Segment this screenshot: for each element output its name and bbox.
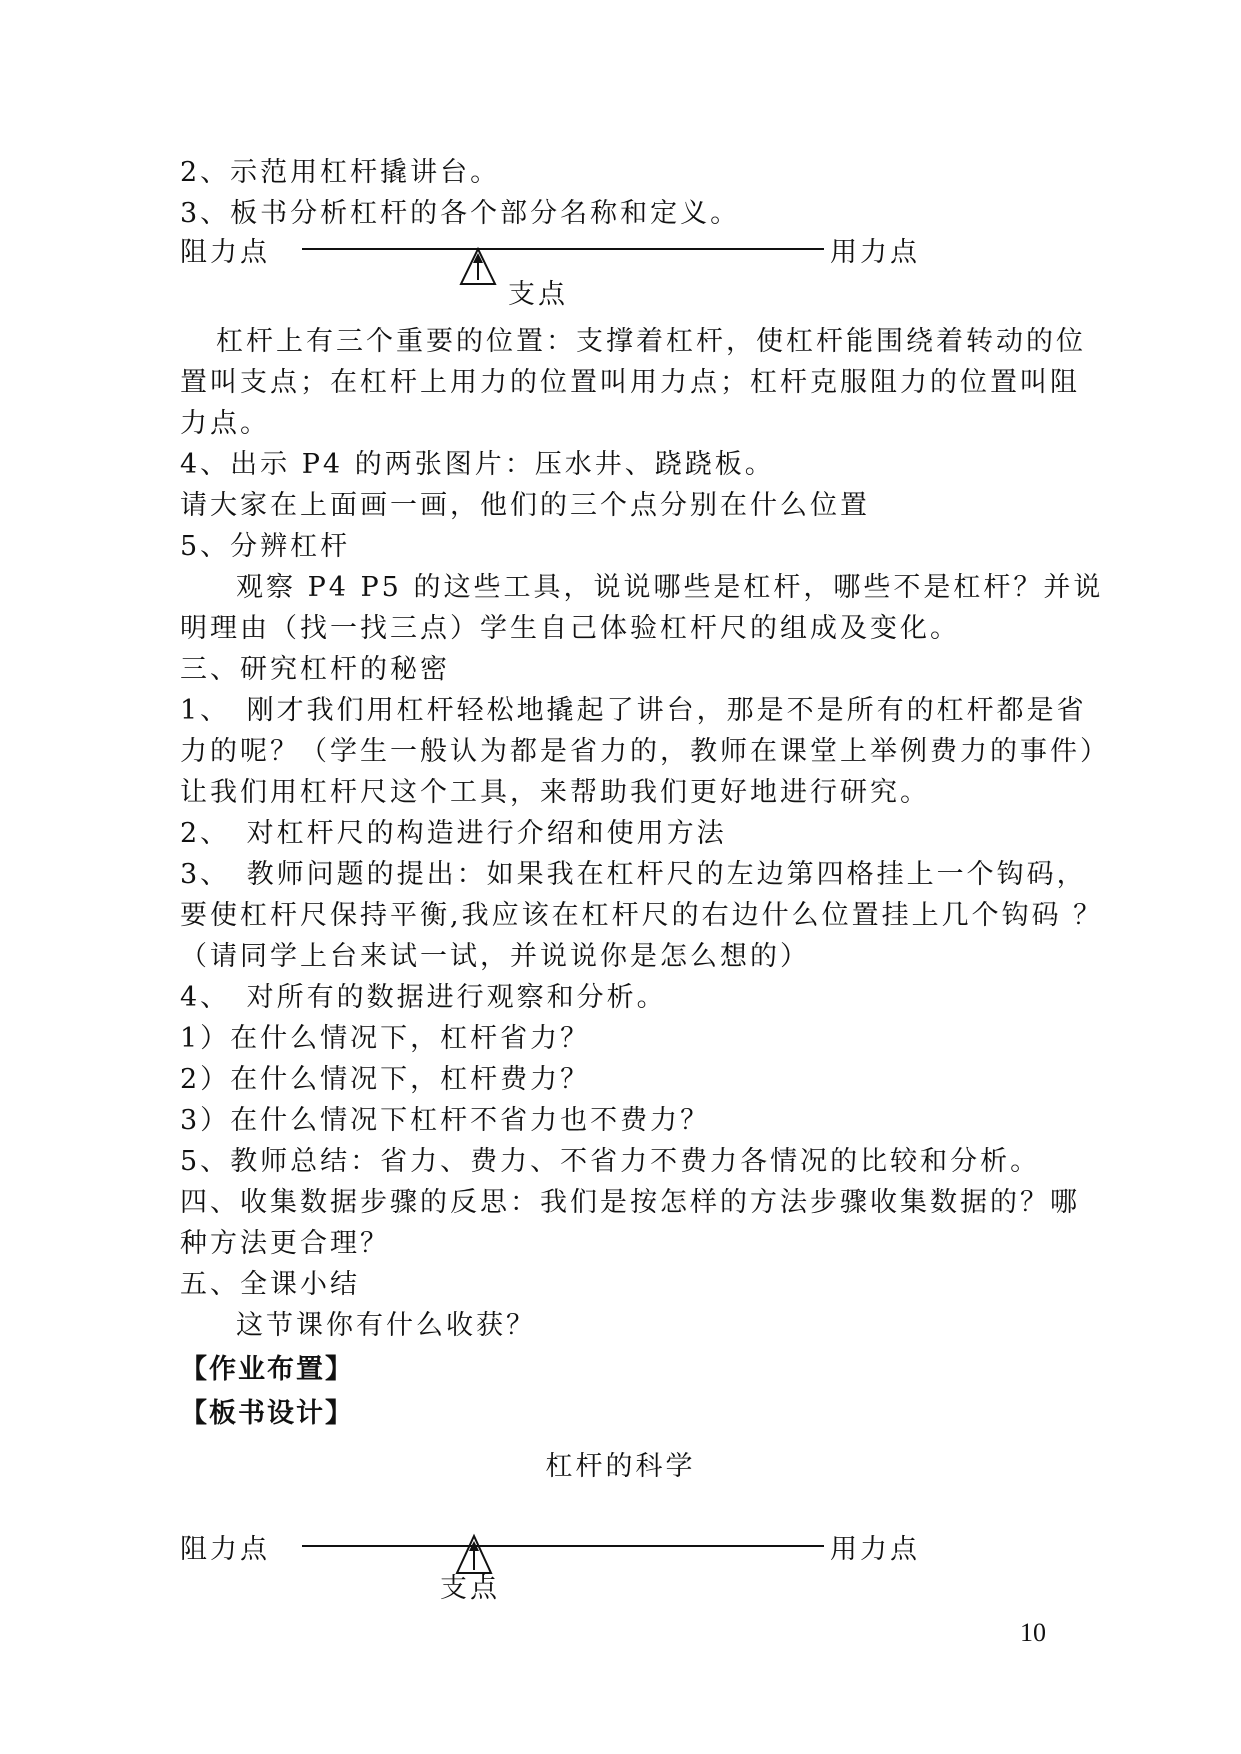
text-line: 3、板书分析杠杆的各个部分名称和定义。 — [180, 198, 741, 229]
text-line: 5、分辨杠杆 — [180, 531, 351, 562]
text-line: 明理由（找一找三点）学生自己体验杠杆尺的组成及变化。 — [180, 613, 960, 644]
lever-diagram — [0, 230, 1241, 290]
text-line: 1）在什么情况下，杠杆省力？ — [180, 1023, 591, 1054]
text-line: 3）在什么情况下杠杆不省力也不费力？ — [180, 1105, 711, 1136]
effort-point-label: 用力点 — [830, 1534, 920, 1565]
section-heading: 四、收集数据步骤的反思：我们是按怎样的方法步骤收集数据的？哪 — [180, 1187, 1080, 1218]
text-line: 要使杠杆尺保持平衡,我应该在杠杆尺的右边什么位置挂上几个钩码 ？ — [180, 900, 1104, 931]
text-line: 置叫支点；在杠杆上用力的位置叫用力点；杠杆克服阻力的位置叫阻 — [180, 367, 1080, 398]
fulcrum-label: 支点 — [508, 279, 568, 310]
resistance-point-label: 阻力点 — [180, 1534, 270, 1565]
text-line: 2、示范用杠杆撬讲台。 — [180, 157, 501, 188]
section-heading: 五、全课小结 — [180, 1269, 360, 1300]
text-line: （请同学上台来试一试，并说说你是怎么想的） — [180, 941, 810, 972]
text-line: 观察 P4 P5 的这些工具，说说哪些是杠杆，哪些不是杠杆？并说 — [236, 572, 1104, 603]
text-line: 1、 刚才我们用杠杆轻松地撬起了讲台，那是不是所有的杠杆都是省 — [180, 695, 1087, 726]
board-title: 杠杆的科学 — [545, 1451, 696, 1482]
text-line: 4、 对所有的数据进行观察和分析。 — [180, 982, 667, 1013]
text-line: 2、 对杠杆尺的构造进行介绍和使用方法 — [180, 818, 727, 849]
text-line: 让我们用杠杆尺这个工具，来帮助我们更好地进行研究。 — [180, 777, 930, 808]
homework-heading: 【作业布置】 — [180, 1354, 354, 1385]
text-line: 2）在什么情况下，杠杆费力？ — [180, 1064, 591, 1095]
text-line: 力点。 — [180, 408, 270, 439]
section-heading: 三、研究杠杆的秘密 — [180, 654, 450, 685]
text-line: 3、 教师问题的提出：如果我在杠杆尺的左边第四格挂上一个钩码， — [180, 859, 1087, 890]
text-line: 力的呢？（学生一般认为都是省力的，教师在课堂上举例费力的事件） — [180, 736, 1110, 767]
fulcrum-label: 支点 — [440, 1573, 500, 1604]
text-line: 请大家在上面画一画，他们的三个点分别在什么位置 — [180, 490, 870, 521]
text-line: 杠杆上有三个重要的位置：支撑着杠杆，使杠杆能围绕着转动的位 — [216, 326, 1086, 357]
text-line: 种方法更合理？ — [180, 1228, 390, 1259]
lever-diagram — [0, 1526, 1241, 1588]
resistance-point-label: 阻力点 — [180, 237, 270, 268]
text-line: 4、出示 P4 的两张图片：压水井、跷跷板。 — [180, 449, 775, 480]
text-line: 这节课你有什么收获？ — [236, 1310, 536, 1341]
page-number: 10 — [1020, 1618, 1046, 1647]
board-design-heading: 【板书设计】 — [180, 1398, 354, 1429]
effort-point-label: 用力点 — [830, 237, 920, 268]
text-line: 5、教师总结：省力、费力、不省力不费力各情况的比较和分析。 — [180, 1146, 1041, 1177]
